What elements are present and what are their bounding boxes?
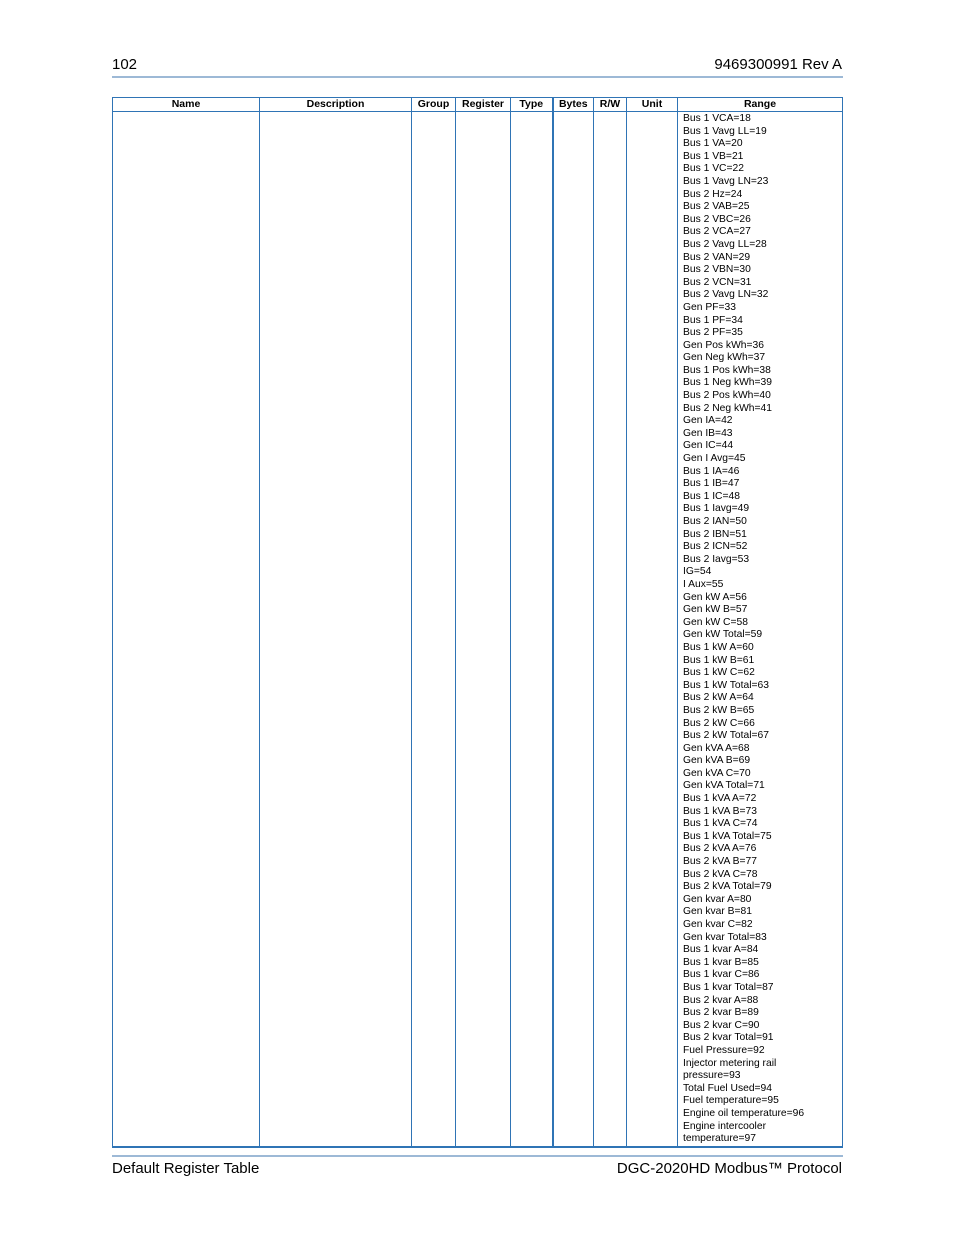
range-entry: Bus 1 VA=20: [683, 138, 743, 150]
range-entry: Bus 2 kVA C=78: [683, 868, 758, 880]
cell-group: [412, 112, 456, 1148]
range-entry: Gen kW Total=59: [683, 629, 763, 641]
range-entry: Engine intercooler: [683, 1120, 766, 1132]
table-row: [113, 112, 843, 1148]
range-entry: Bus 1 IC=48: [683, 490, 740, 502]
range-entry: temperature=97: [683, 1133, 756, 1145]
range-entry: Gen kVA B=69: [683, 755, 751, 767]
range-entry: Bus 1 IA=46: [683, 465, 740, 477]
range-entry: Bus 2 IAN=50: [683, 516, 747, 527]
register-table: [112, 97, 843, 1148]
table-header-row: [113, 98, 843, 112]
col-header-rw: R/W: [594, 98, 627, 112]
range-entry: pressure=93: [683, 1070, 741, 1082]
col-header-register: Register: [456, 98, 511, 112]
page-number: 102: [112, 56, 138, 73]
range-entry: Total Fuel Used=94: [683, 1082, 773, 1094]
col-header-range: Range: [678, 98, 843, 112]
range-entry: Bus 2 Iavg=53: [683, 553, 750, 565]
range-entry: Injector metering rail: [683, 1057, 777, 1069]
range-entry: Bus 1 Pos kWh=38: [683, 364, 771, 376]
range-entry: Bus 2 kvar Total=91: [683, 1032, 774, 1044]
range-entry: Bus 2 kvar B=89: [683, 1007, 759, 1019]
range-entry: Gen Pos kWh=36: [683, 339, 764, 351]
range-entry: Bus 1 kW C=62: [683, 667, 755, 679]
col-header-name: Name: [113, 98, 260, 112]
range-entry: Gen kW C=58: [683, 616, 748, 628]
col-header-unit: Unit: [627, 98, 678, 112]
range-entry: Bus 2 kvar C=90: [683, 1019, 760, 1031]
range-entry: Bus 1 kW B=61: [683, 654, 755, 666]
range-entry: Bus 1 PF=34: [683, 314, 743, 326]
range-entry: Gen kvar B=81: [683, 906, 752, 918]
range-entry: Bus 1 VCA=18: [683, 113, 751, 124]
cell-range: [678, 112, 843, 1148]
document-title: DGC-2020HD Modbus™ Protocol: [616, 1160, 842, 1177]
range-entry: Bus 2 Pos kWh=40: [683, 390, 771, 402]
range-entry: Bus 2 kW B=65: [683, 704, 755, 716]
range-entry: Bus 1 kVA C=74: [683, 818, 758, 830]
range-entry: Bus 1 kvar C=86: [683, 969, 760, 981]
range-entry: Gen kvar Total=83: [683, 931, 767, 943]
range-entry: Gen kVA Total=71: [683, 780, 765, 792]
section-title: Default Register Table: [112, 1160, 260, 1177]
range-entry: Gen PF=33: [683, 301, 736, 313]
range-entry: Bus 1 kvar Total=87: [683, 981, 774, 993]
range-entry: Bus 1 Iavg=49: [683, 503, 750, 515]
range-entry: Bus 2 VAN=29: [683, 251, 751, 263]
range-entry: Gen kvar A=80: [683, 893, 752, 905]
range-entry: Bus 1 kVA Total=75: [683, 830, 772, 842]
range-entry: Bus 2 kW A=64: [683, 692, 754, 704]
range-entry: Bus 1 kvar A=84: [683, 944, 759, 956]
col-header-group: Group: [412, 98, 456, 112]
document-number: 9469300991 Rev A: [714, 56, 842, 73]
range-entry: Gen IA=42: [683, 415, 733, 427]
range-entry: Gen IB=43: [683, 427, 733, 439]
range-entry: Bus 2 VCA=27: [683, 226, 751, 238]
range-entry: Gen I Avg=45: [683, 453, 746, 465]
range-entry: Bus 2 Hz=24: [683, 188, 743, 200]
range-entry: Bus 2 IBN=51: [683, 528, 747, 540]
range-entry: Gen Neg kWh=37: [683, 352, 766, 364]
range-entry: Bus 1 VC=22: [683, 163, 744, 175]
range-entry: Bus 2 Vavg LL=28: [683, 238, 767, 250]
range-entry: Fuel temperature=95: [683, 1095, 779, 1107]
range-entry: Bus 1 Vavg LN=23: [683, 175, 769, 187]
range-entry: Bus 1 VB=21: [683, 150, 744, 162]
range-entry: Bus 2 kvar A=88: [683, 994, 759, 1006]
header-rule: [112, 76, 843, 78]
range-entry: Gen kVA C=70: [683, 767, 751, 779]
range-entry: Bus 2 kVA B=77: [683, 856, 757, 868]
cell-type: [511, 112, 553, 1148]
range-entry: Gen kvar C=82: [683, 919, 753, 930]
range-entry: Bus 2 Neg kWh=41: [683, 402, 773, 414]
col-header-type: Type: [511, 98, 553, 112]
range-list: [678, 112, 842, 1146]
range-entry: Engine oil temperature=96: [683, 1107, 805, 1119]
range-entry: Bus 1 IB=47: [683, 478, 740, 490]
range-entry: Bus 1 kW A=60: [683, 641, 754, 653]
range-entry: Bus 2 Vavg LN=32: [683, 289, 769, 301]
range-entry: Gen IC=44: [683, 440, 734, 452]
range-entry: Bus 2 PF=35: [683, 327, 743, 339]
range-entry: Bus 2 VBN=30: [683, 264, 751, 276]
footer-rule: [112, 1155, 843, 1157]
range-entry: Bus 1 kVA A=72: [683, 793, 757, 805]
range-entry: Bus 2 kW Total=67: [683, 730, 769, 742]
range-entry: Gen kW B=57: [683, 604, 748, 616]
col-header-bytes: Bytes: [553, 98, 594, 112]
range-entry: Bus 1 Vavg LL=19: [683, 125, 767, 137]
cell-rw: [594, 112, 627, 1148]
range-entry: Fuel Pressure=92: [683, 1044, 765, 1056]
range-entry: IG=54: [683, 566, 712, 578]
cell-description: [260, 112, 412, 1148]
range-entry: Bus 1 kvar B=85: [683, 956, 759, 968]
range-entry: Gen kVA A=68: [683, 742, 750, 754]
range-entry: Bus 1 kVA B=73: [683, 805, 757, 817]
range-entry: Bus 2 ICN=52: [683, 541, 748, 553]
range-entry: Bus 2 kVA A=76: [683, 843, 757, 855]
range-entry: Bus 2 kVA Total=79: [683, 881, 772, 893]
range-entry: Bus 2 kW C=66: [683, 717, 755, 729]
col-header-description: Description: [260, 98, 412, 112]
cell-name: [113, 112, 260, 1148]
range-entry: Bus 2 VAB=25: [683, 201, 750, 213]
range-entry: Bus 2 VBC=26: [683, 213, 751, 225]
range-entry: I Aux=55: [683, 578, 724, 590]
range-entry: Bus 1 Neg kWh=39: [683, 377, 773, 389]
cell-bytes: [553, 112, 594, 1148]
range-entry: Bus 1 kW Total=63: [683, 679, 769, 691]
cell-register: [456, 112, 511, 1148]
range-entry: Gen kW A=56: [683, 591, 747, 603]
range-entry: Bus 2 VCN=31: [683, 276, 752, 288]
cell-unit: [627, 112, 678, 1148]
